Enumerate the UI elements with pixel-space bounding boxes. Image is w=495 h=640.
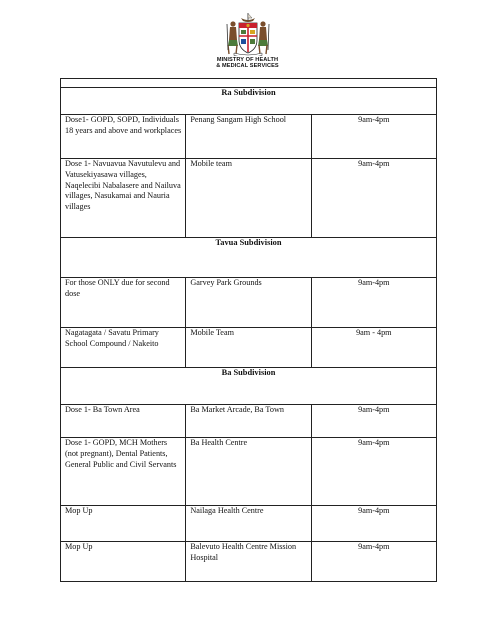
ministry-name — [0, 57, 495, 70]
row-time: 9am-4pm — [311, 438, 436, 506]
row-who: Nagatagata / Savatu Primary School Compound / Nakeito — [61, 328, 186, 368]
row-where: Mobile team — [186, 159, 311, 238]
row-where: Penang Sangam High School — [186, 115, 311, 159]
row-time: 9am-4pm — [311, 405, 436, 438]
section-header-row — [61, 368, 437, 405]
row-time: 9am-4pm — [311, 506, 436, 542]
row-where: Mobile Team — [186, 328, 311, 368]
page-header — [0, 12, 495, 70]
row-time: 9am-4pm — [311, 278, 436, 328]
row-where: Ba Market Arcade, Ba Town — [186, 405, 311, 438]
table-row — [61, 328, 437, 368]
table-row — [61, 506, 437, 542]
row-where: Balevuto Health Centre Mission Hospital — [186, 542, 311, 582]
row-who: Dose 1- Navuavua Navutulevu and Vatusekiyasawa villages, Naqelecibi Nabalasere and Nailuva villages, Nasukamai and Nauria villages — [61, 159, 186, 238]
table-top-row — [61, 79, 437, 88]
fiji-coat-of-arms-icon — [225, 12, 271, 56]
row-who: Dose 1- GOPD, MCH Mothers (not pregnant), Dental Patients, General Public and Civil Servants — [61, 438, 186, 506]
table-row — [61, 159, 437, 238]
row-time: 9am - 4pm — [311, 328, 436, 368]
section-title-ra: Ra Subdivision — [61, 88, 437, 115]
vaccination-schedule-table — [60, 78, 437, 582]
row-time: 9am-4pm — [311, 115, 436, 159]
table-row — [61, 438, 437, 506]
section-title-ba: Ba Subdivision — [61, 368, 437, 405]
row-time: 9am-4pm — [311, 159, 436, 238]
ministry-line-2: & MEDICAL SERVICES — [216, 63, 279, 70]
row-who: Mop Up — [61, 542, 186, 582]
table-row — [61, 542, 437, 582]
section-header-row — [61, 88, 437, 115]
section-header-row — [61, 238, 437, 278]
row-who: For those ONLY due for second dose — [61, 278, 186, 328]
row-who: Dose 1- Ba Town Area — [61, 405, 186, 438]
table-row — [61, 278, 437, 328]
row-where: Garvey Park Grounds — [186, 278, 311, 328]
row-time: 9am-4pm — [311, 542, 436, 582]
row-who: Mop Up — [61, 506, 186, 542]
section-title-tavua: Tavua Subdivision — [61, 238, 437, 278]
table-row — [61, 115, 437, 159]
row-where: Ba Health Centre — [186, 438, 311, 506]
row-who: Dose1- GOPD, SOPD, Individuals 18 years and above and workplaces — [61, 115, 186, 159]
table-row — [61, 405, 437, 438]
row-where: Nailaga Health Centre — [186, 506, 311, 542]
ministry-line-1: MINISTRY OF HEALTH — [216, 57, 279, 63]
